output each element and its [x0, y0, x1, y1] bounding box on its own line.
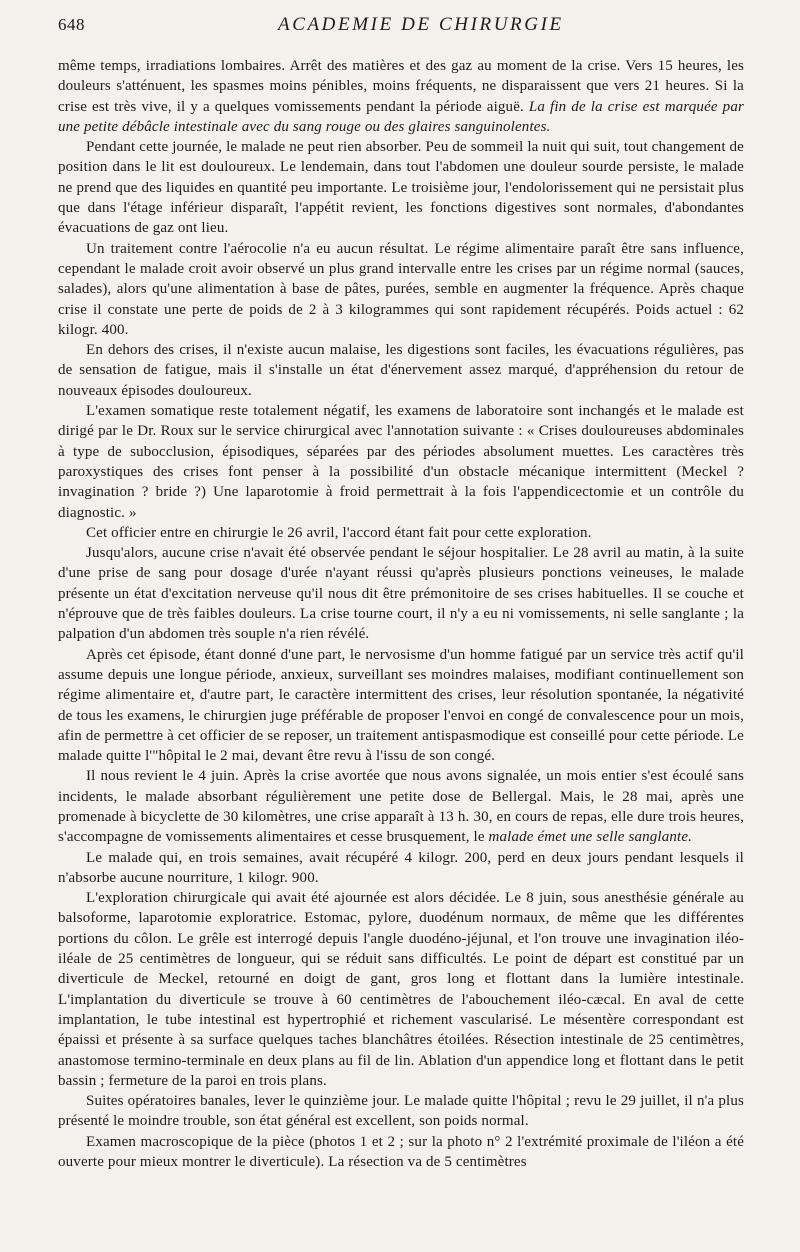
text-run: L'exploration chirurgicale qui avait été ajournée est alors décidée. Le 8 juin, sous anesthésie générale au balsoforme, laparotomie exploratrice. Estomac, pylore, duodénum normaux, de même que les différentes portions du côlon. Le grêle est interrogé depuis l'angle duodéno-jéjunal, et l'on trouve une invagination iléo-iléale de 25 centimètres de longueur, qui se réduit sans difficultés. Le point de départ est constitué par un diverticule de Meckel, retourné en doigt de gant, gros long et flottant dans la lumière intestinale. L'implantation du diverticule se trouve à 60 centimètres de l'abouchement iléo-cæcal. En aval de cette implantation, le tube intestinal est hypertrophié et richement vascularisé. Le mésentère correspondant est épaissi et présente à sa surface quelques taches blanchâtres étoilées. Résection intestinale de 25 centimètres, anastomose termino-terminale en deux plans au fil de lin. Ablation d'un appendice long et flottant dans le petit bassin ; fermeture de la paroi en trois plans. — [58, 890, 744, 1089]
paragraph — [58, 645, 744, 767]
text-run: Cet officier entre en chirurgie le 26 avril, l'accord étant fait pour cette exploration. — [86, 524, 592, 541]
text-run: L'examen somatique reste totalement négatif, les examens de laboratoire sont inchangés et le malade est dirigé par le Dr. Roux sur le service chirurgical avec l'annotation suivante : « Crises douloureuses abdominales à type de subocclusion, épisodiques, séparées par des périodes absolument muettes. Les caractères très paroxystiques des crises font penser à la possibilité d'un obstacle mécanique intermittent (Meckel ? invagination ? bride ?) Une laparotomie à froid permettrait à la fois l'appendicectomie et un contrôle du diagnostic. » — [58, 403, 744, 521]
paragraph — [58, 137, 744, 238]
paragraph — [58, 1091, 744, 1132]
page-number: 648 — [58, 15, 85, 34]
paragraph — [58, 1132, 744, 1173]
text-run: Jusqu'alors, aucune crise n'avait été observée pendant le séjour hospitalier. Le 28 avril au matin, à la suite d'une prise de sang pour dosage d'urée n'ayant réussi qu'après plusieurs ponctions veineuses, le malade présente un état d'excitation nerveuse qu'il nous dit être prémonitoire de ses crises habituelles. Il se couche et n'éprouve que de très faibles douleurs. La crise tourne court, il n'y a eu ni vomissements, ni selle sanglante ; la palpation d'un abdomen très souple n'a rien révélé. — [58, 545, 744, 643]
paragraph — [58, 56, 744, 137]
paragraph — [58, 848, 744, 889]
text-run: même temps, irradiations lombaires. Arrêt des matières et des gaz au moment de la crise. Vers 15 heures, les douleurs s'atténuent, les spasmes moins pénibles, moins fréquents, ne disparaissent que vers 21 heures. Si la crise est très vive, il y a quelques vomissements pendant la période aiguë. — [58, 58, 744, 115]
text-run: Il nous revient le 4 juin. Après la crise avortée que nous avons signalée, un mois entier s'est écoulé sans incidents, le malade absorbant régulièrement une petite dose de Bellergal. Mais, le 28 mai, après une promenade à bicyclette de 30 kilomètres, une crise apparaît à 13 h. 30, en cours de repas, elle dure trois heures, s'accompagne de vomissements alimentaires et cesse brusquement, le — [58, 768, 744, 846]
text-run: Après cet épisode, étant donné d'une part, le nervosisme d'un homme fatigué par un service très actif qu'il assume depuis une longue période, anxieux, surveillant ses moindres malaises, modifiant continuellement son régime alimentaire et, d'autre part, le caractère intermittent des crises, leur résolution spontanée, la négativité de tous les examens, le chirurgien juge préférable de proposer l'envoi en congé de convalescence pour un mois, afin de permettre à cet officier de se reposer, un traitement antispasmodique est conseillé pour cette période. Le malade quitte l'"hôpital le 2 mai, devant être revu à l'issu de son congé. — [58, 646, 744, 765]
paragraph — [58, 543, 744, 644]
text-run: Suites opératoires banales, lever le quinzième jour. Le malade quitte l'hôpital ; revu le 29 juillet, il n'a plus présenté le moindre trouble, son état général est excellent, son poids normal. — [58, 1093, 744, 1130]
text-run: Examen macroscopique de la pièce (photos 1 et 2 ; sur la photo n° 2 l'extrémité proximale de l'iléon a été ouverte pour mieux montrer le diverticule). La résection va de 5 centimètres — [58, 1133, 744, 1171]
body-text — [58, 56, 744, 1172]
paragraph — [58, 888, 744, 1091]
italic-text: La fin de la crise est marquée par une petite débâcle intestinale avec du sang rouge ou des glaires sanguinolentes. — [58, 98, 744, 135]
text-run: Pendant cette journée, le malade ne peut rien absorber. Peu de sommeil la nuit qui suit, tout changement de position dans le lit est douloureux. Le lendemain, dans tout l'abdomen une douleur sourde persiste, le malade ne prend que des liquides en quantité peu importante. Le troisième jour, l'endolorissement qui ne persistait plus que dans l'étage inférieur disparaît, l'appétit revient, les fonctions digestives sont normales, d'abondantes évacuations de gaz ont lieu. — [58, 139, 744, 237]
paragraph — [58, 340, 744, 401]
text-run: Un traitement contre l'aérocolie n'a eu aucun résultat. Le régime alimentaire paraît être sans influence, cependant le malade croit avoir observé un plus grand intervalle entre les crises par un régime normal (sauces, salades), alors qu'une alimentation à base de pâtes, purées, semble en augmenter la fréquence. Après chaque crise il constate une perte de poids de 2 à 3 kilogrammes qui sont rapidement récupérés. Poids actuel : 62 kilogr. 400. — [58, 240, 744, 338]
text-run: En dehors des crises, il n'existe aucun malaise, les digestions sont faciles, les évacuations régulières, pas de sensation de fatigue, mais il s'installe un état d'énervement assez marqué, d'appréhension du retour de nouveaux épisodes douloureux. — [58, 342, 744, 399]
page-header — [58, 0, 744, 56]
running-title: ACADEMIE DE CHIRURGIE — [278, 14, 564, 35]
text-run: Le malade qui, en trois semaines, avait récupéré 4 kilogr. 200, perd en deux jours pendant lesquels il n'absorbe aucune nourriture, 1 kilogr. 900. — [58, 849, 744, 886]
paragraph — [58, 766, 744, 847]
paragraph — [58, 523, 744, 543]
paragraph — [58, 239, 744, 340]
paragraph — [58, 401, 744, 523]
italic-text: malade émet une selle sanglante. — [488, 829, 693, 846]
